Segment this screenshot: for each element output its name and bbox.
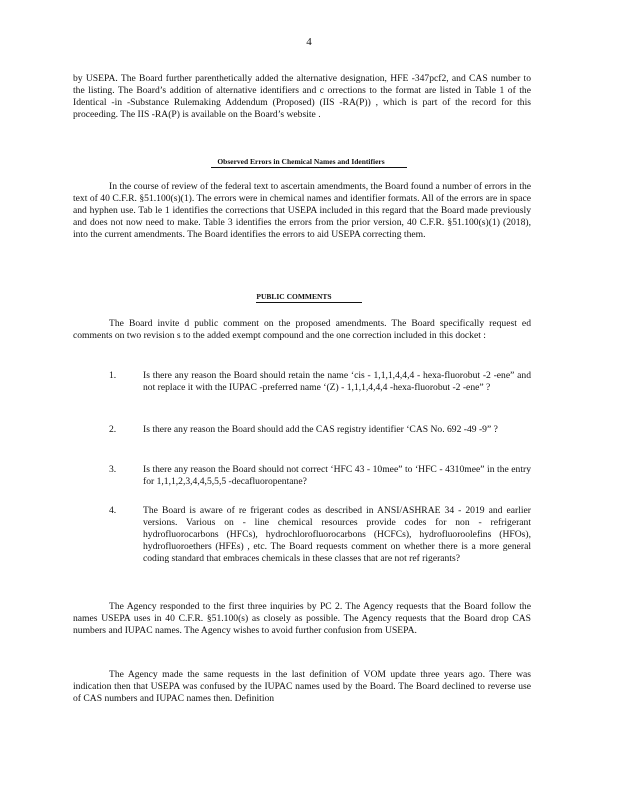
section-heading-errors-text: Observed Errors in Chemical Names and Identifiers — [211, 157, 406, 168]
section-heading-public-comments-text: PUBLIC COMMENTS — [256, 292, 361, 303]
agency-paragraph-1: The Agency responded to the first three inquiries by PC 2. The Agency requests that the Board follow the names USEPA uses in 40 C.F.R. §51.100(s) as closely as possible. The Agency requests that the Board drop CAS numbers and IUPAC names. The Agency wishes to avoid further confusion from USEPA. — [73, 601, 531, 636]
public-comments-paragraph: The Board invite d public comment on the proposed amendments. The Board specifically request ed comments on two revision s to the added exempt compound and the one correction included in this docket : — [73, 318, 531, 341]
list-item-text: The Board is aware of re frigerant codes as described in ANSI/ASHRAE 34 - 2019 and earlier versions. Various on - line chemical resources provide codes for non - refrigerant hydrofluorocarbons (HFCs), hydrochlorofluorocarbons (HCFCs), hydrofluoroolefins (HFOs), hydrofluoroethers (HFEs) , etc. The Board requests comment on whether there is a more general coding standard that embraces chemicals in these classes that are not ref rigerants? — [143, 505, 531, 564]
intro-paragraph: by USEPA. The Board further parenthetically added the alternative designation, HFE -347pcf2, and CAS number to the listing. The Board’s addition of alternative identifiers and c orrections to the format are listed in Table 1 of the Identical -in -Substance Rulemaking Addendum (Proposed) (IIS -RA(P)) , which is part of the record for this proceeding. The IIS -RA(P) is available on the Board’s website . — [73, 73, 531, 120]
list-item-number: 2. — [109, 424, 117, 435]
list-item-number: 4. — [109, 505, 117, 516]
list-item-text: Is there any reason the Board should add the CAS registry identifier ‘CAS No. 692 -49 -9” ? — [143, 424, 498, 435]
list-item-text: Is there any reason the Board should not correct ‘HFC 43 - 10mee” to ‘HFC - 4310mee” in the entry for 1,1,1,2,3,4,4,5,5,5 -decafluoropentane? — [143, 464, 531, 487]
agency-paragraph-2: The Agency made the same requests in the last definition of VOM update three years ago. There was indication then that USEPA was confused by the IUPAC names used by the Board. The Board declined to reverse use of CAS numbers and IUPAC names then. Definition — [73, 669, 531, 704]
page-number: 4 — [306, 36, 312, 48]
list-item-text: Is there any reason the Board should retain the name ‘cis - 1,1,1,4,4,4 - hexa-fluorobut -2 -ene” and not replace it with the IUPAC -preferred name ‘(Z) - 1,1,1,4,4,4 -hexa-fluorobut -2 -ene” ? — [143, 370, 531, 393]
list-item-number: 3. — [109, 464, 117, 475]
section-heading-public-comments — [0, 292, 618, 303]
section-heading-errors — [0, 157, 618, 168]
errors-paragraph: In the course of review of the federal text to ascertain amendments, the Board found a number of errors in the text of 40 C.F.R. §51.100(s)(1). The errors were in chemical names and identifier formats. All of the errors are in space and hyphen use. Tab le 1 identifies the corrections that USEPA included in this regard that the Board made previously and does not now need to make. Table 3 identifies the errors from the prior version, 40 C.F.R. §51.100(s)(1) (2018), into the current amendments. The Board identifies the errors to aid USEPA correcting them. — [73, 181, 531, 240]
list-item-number: 1. — [109, 370, 117, 381]
